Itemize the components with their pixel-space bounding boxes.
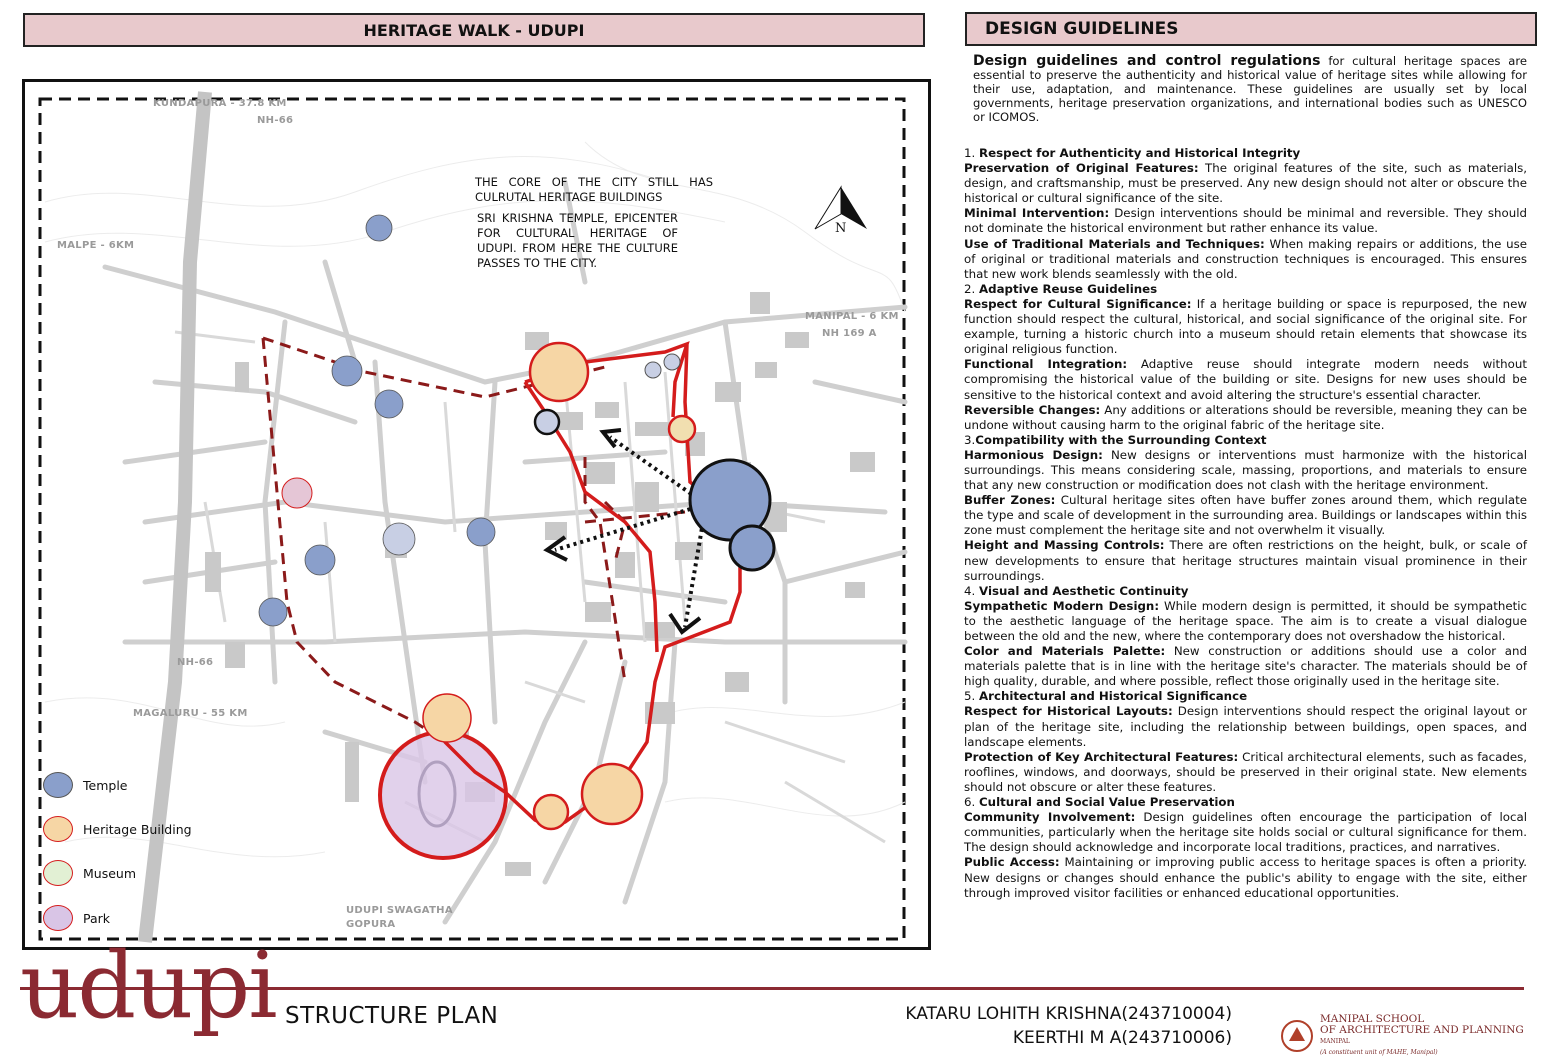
guidelines-title <box>965 12 1537 46</box>
guideline-text: New designs or interventions must harmonize with the historical surroundings. This means considering scale, massing, proportions, and materials to ensure that any new construction or modification does not clash with the heritage environment. <box>964 447 1527 493</box>
minor-roads <box>175 332 885 842</box>
section-number: 2. <box>964 281 980 296</box>
guideline-text: Design interventions should respect the original layout or plan of the heritage site, including the relationship between buildings, open spaces, and landscape elements. <box>964 704 1527 749</box>
guideline-label: Public Access: <box>964 855 1060 870</box>
legend-temple-swatch <box>43 772 73 798</box>
label-magaluru: MAGALURU - 55 KM <box>133 708 248 719</box>
guideline-label: Functional Integration: <box>964 357 1128 372</box>
guideline-item <box>964 357 1527 402</box>
guideline-text: When making repairs or additions, the use of original or traditional materials and construction techniques is encouraged. This ensures that new work blends seamlessly with the old. <box>964 236 1528 281</box>
section-title: Architectural and Historical Significance <box>979 689 1248 704</box>
guideline-item <box>964 206 1527 236</box>
guideline-text: New construction or additions should use a color and materials palette that is in line with the heritage site's character. The materials should be of high quality, durable, and where possible, reflect those originally used in the heritage site. <box>964 644 1527 689</box>
legend-museum <box>43 860 136 886</box>
guideline-text: The original features of the site, such as materials, design, and craftsmanship, must be preserved. Any new design should not alter or obscure the historical or cultural significance of the site. <box>964 161 1528 206</box>
legend-temple <box>43 772 127 798</box>
section-heading <box>964 433 1527 448</box>
school-line-4: (A constituent unit of MAHE, Manipal) <box>1320 1049 1438 1056</box>
intro-rest: for cultural heritage spaces are essential to preserve the authenticity and historical value of heritage sites while allowing for their use, adaptation, and maintenance. These guidelines are usually set by local governments, heritage preservation organizations, and international bodies such as UNESCO or ICOMOS. <box>973 54 1527 124</box>
section-number: 4. <box>964 583 980 598</box>
guideline-text: Critical architectural elements, such as facades, rooflines, windows, and doorways, should be preserved in their original state. New elements should not obscure or alter these features. <box>964 749 1527 794</box>
guideline-item <box>964 810 1527 855</box>
school-line-3: MANIPAL <box>1320 1038 1350 1045</box>
section-heading <box>964 584 1527 599</box>
map-title <box>23 13 925 47</box>
guideline-item <box>964 599 1527 644</box>
guideline-text: While modern design is permitted, it should be sympathetic to the aesthetic language of the heritage space. The aim is to create a visual dialogue between the old and the new, where the contemporary does not overshadow the historical. <box>964 598 1527 643</box>
guideline-item <box>964 644 1527 689</box>
section-title: Visual and Aesthetic Continuity <box>979 583 1189 598</box>
legend-park-label: Park <box>83 910 111 926</box>
guideline-label: Color and Materials Palette: <box>964 644 1166 659</box>
guideline-text: Adaptive reuse should integrate modern needs without compromising the historical value of the building or site. Designs for new uses should be sensitive to the historical context and avoid altering the structure's essential character. <box>964 357 1527 402</box>
krishna-temple-note: SRI KRISHNA TEMPLE, EPICENTER FOR CULTURAL HERITAGE OF UDUPI. FROM HERE THE CULTURE PASSES TO THE CITY. <box>477 211 678 270</box>
guideline-item <box>964 538 1527 583</box>
guidelines-sections <box>964 146 1527 901</box>
guidelines-intro <box>964 54 1527 124</box>
section-heading <box>964 146 1527 161</box>
guideline-label: Respect for Cultural Significance: <box>964 296 1192 311</box>
legend-heritage <box>43 816 192 842</box>
guideline-text: Maintaining or improving public access to heritage spaces is often a priority. New designs or changes should enhance the public's ability to engage with the site, either through improved visitor facilities or enhanced educational opportunities. <box>964 855 1527 900</box>
guideline-label: Protection of Key Architectural Features: <box>964 749 1239 764</box>
guideline-text: There are often restrictions on the height, bulk, or scale of new developments to ensure that heritage structures maintain visual prominence in their surroundings. <box>964 538 1527 583</box>
guideline-label: Reversible Changes: <box>964 402 1101 417</box>
heritage-walk-map <box>22 79 931 950</box>
guideline-label: Preservation of Original Features: <box>964 161 1199 176</box>
guideline-label: Sympathetic Modern Design: <box>964 598 1160 613</box>
legend-heritage-label: Heritage Building <box>83 821 192 837</box>
section-title: Adaptive Reuse Guidelines <box>979 281 1158 296</box>
guideline-item <box>964 855 1527 900</box>
core-city-note: THE CORE OF THE CITY STILL HAS CULRUTAL HERITAGE BUILDINGS <box>475 175 713 204</box>
guideline-text: Any additions or alterations should be reversible, meaning they can be undone without causing harm to the original fabric of the heritage site. <box>964 402 1527 432</box>
section-number: 3. <box>964 432 976 447</box>
label-nh66-bottom: NH-66 <box>177 657 214 668</box>
guideline-label: Community Involvement: <box>964 810 1136 825</box>
school-line-1: MANIPAL SCHOOL <box>1320 1013 1425 1025</box>
section-heading <box>964 795 1527 810</box>
section-title: Compatibility with the Surrounding Context <box>975 432 1267 447</box>
guideline-item <box>964 403 1527 433</box>
north-label: N <box>835 221 847 236</box>
school-name <box>1320 1014 1524 1058</box>
label-nh66-top: NH-66 <box>257 115 294 126</box>
section-number: 1. <box>964 146 980 160</box>
legend-temple-label: Temple <box>83 777 128 793</box>
label-gopura-1: UDUPI SWAGATHA <box>346 905 453 916</box>
guideline-item <box>964 297 1527 357</box>
guideline-item <box>964 161 1527 206</box>
guideline-text: If a heritage building or space is repurposed, the new function should respect the cultural, historical, and social significance of the original site. For example, turning a historic church into a museum should retain elements that showcase its original religious function. <box>964 296 1527 357</box>
legend-museum-label: Museum <box>83 865 137 881</box>
guideline-label: Respect for Historical Layouts: <box>964 704 1173 719</box>
section-heading <box>964 689 1527 704</box>
section-title: Respect for Authenticity and Historical Integrity <box>979 146 1301 160</box>
guidelines-title-text: DESIGN GUIDELINES <box>985 19 1179 39</box>
author-2: KEERTHI M A(243710006) <box>1012 1028 1232 1048</box>
guideline-item <box>964 493 1527 538</box>
label-manipal: MANIPAL - 6 KM <box>805 311 899 322</box>
school-line-2: OF ARCHITECTURE AND PLANNING <box>1320 1024 1524 1036</box>
section-number: 6. <box>964 795 980 810</box>
museum-marker <box>282 478 312 508</box>
udupi-logo: udupi <box>20 932 276 1039</box>
label-nh169a: NH 169 A <box>822 328 877 339</box>
school-emblem-icon <box>1280 1019 1314 1053</box>
legend-museum-swatch <box>43 860 73 886</box>
map-title-text: HERITAGE WALK - UDUPI <box>363 20 585 40</box>
section-number: 5. <box>964 689 980 704</box>
guideline-item <box>964 448 1527 493</box>
guideline-label: Use of Traditional Materials and Techniques: <box>964 236 1265 251</box>
park-marker <box>380 732 506 858</box>
authors <box>870 1002 1232 1050</box>
guideline-text: Cultural heritage sites often have buffer zones around them, which regulate the type and scale of development in the surrounding area. Buildings or landscapes within this zone must complement the heritage site and not overwhelm it visually. <box>964 493 1527 538</box>
guideline-text: Design guidelines often encourage the participation of local communities, particularly when the heritage site holds social or cultural significance for them. The design should acknowledge and incorporate local traditions, practices, and narratives. <box>964 810 1527 855</box>
legend-park <box>43 905 110 931</box>
school-logo <box>1280 1014 1524 1058</box>
guidelines-text <box>964 54 1527 901</box>
guideline-label: Buffer Zones: <box>964 493 1056 508</box>
label-malpe: MALPE - 6KM <box>57 240 135 251</box>
label-gopura-2: GOPURA <box>346 919 396 930</box>
author-1: KATARU LOHITH KRISHNA(243710004) <box>905 1004 1232 1024</box>
guideline-label: Height and Massing Controls: <box>964 538 1165 553</box>
intro-bold: Design guidelines and control regulations <box>973 53 1321 69</box>
sheet-title: STRUCTURE PLAN <box>285 1003 499 1029</box>
section-title: Cultural and Social Value Preservation <box>979 795 1235 810</box>
section-heading <box>964 282 1527 297</box>
guideline-label: Minimal Intervention: <box>964 206 1110 221</box>
guideline-item <box>964 704 1527 749</box>
guideline-text: Design interventions should be minimal and reversible. They should not dominate the historical environment but rather enhance its value. <box>964 206 1527 236</box>
guideline-label: Harmonious Design: <box>964 447 1103 462</box>
legend-heritage-swatch <box>43 816 73 842</box>
guideline-item <box>964 750 1527 795</box>
label-kundapura: KUNDAPURA - 37.8 KM <box>153 98 287 109</box>
legend-park-swatch <box>43 905 73 931</box>
guideline-item <box>964 237 1527 282</box>
